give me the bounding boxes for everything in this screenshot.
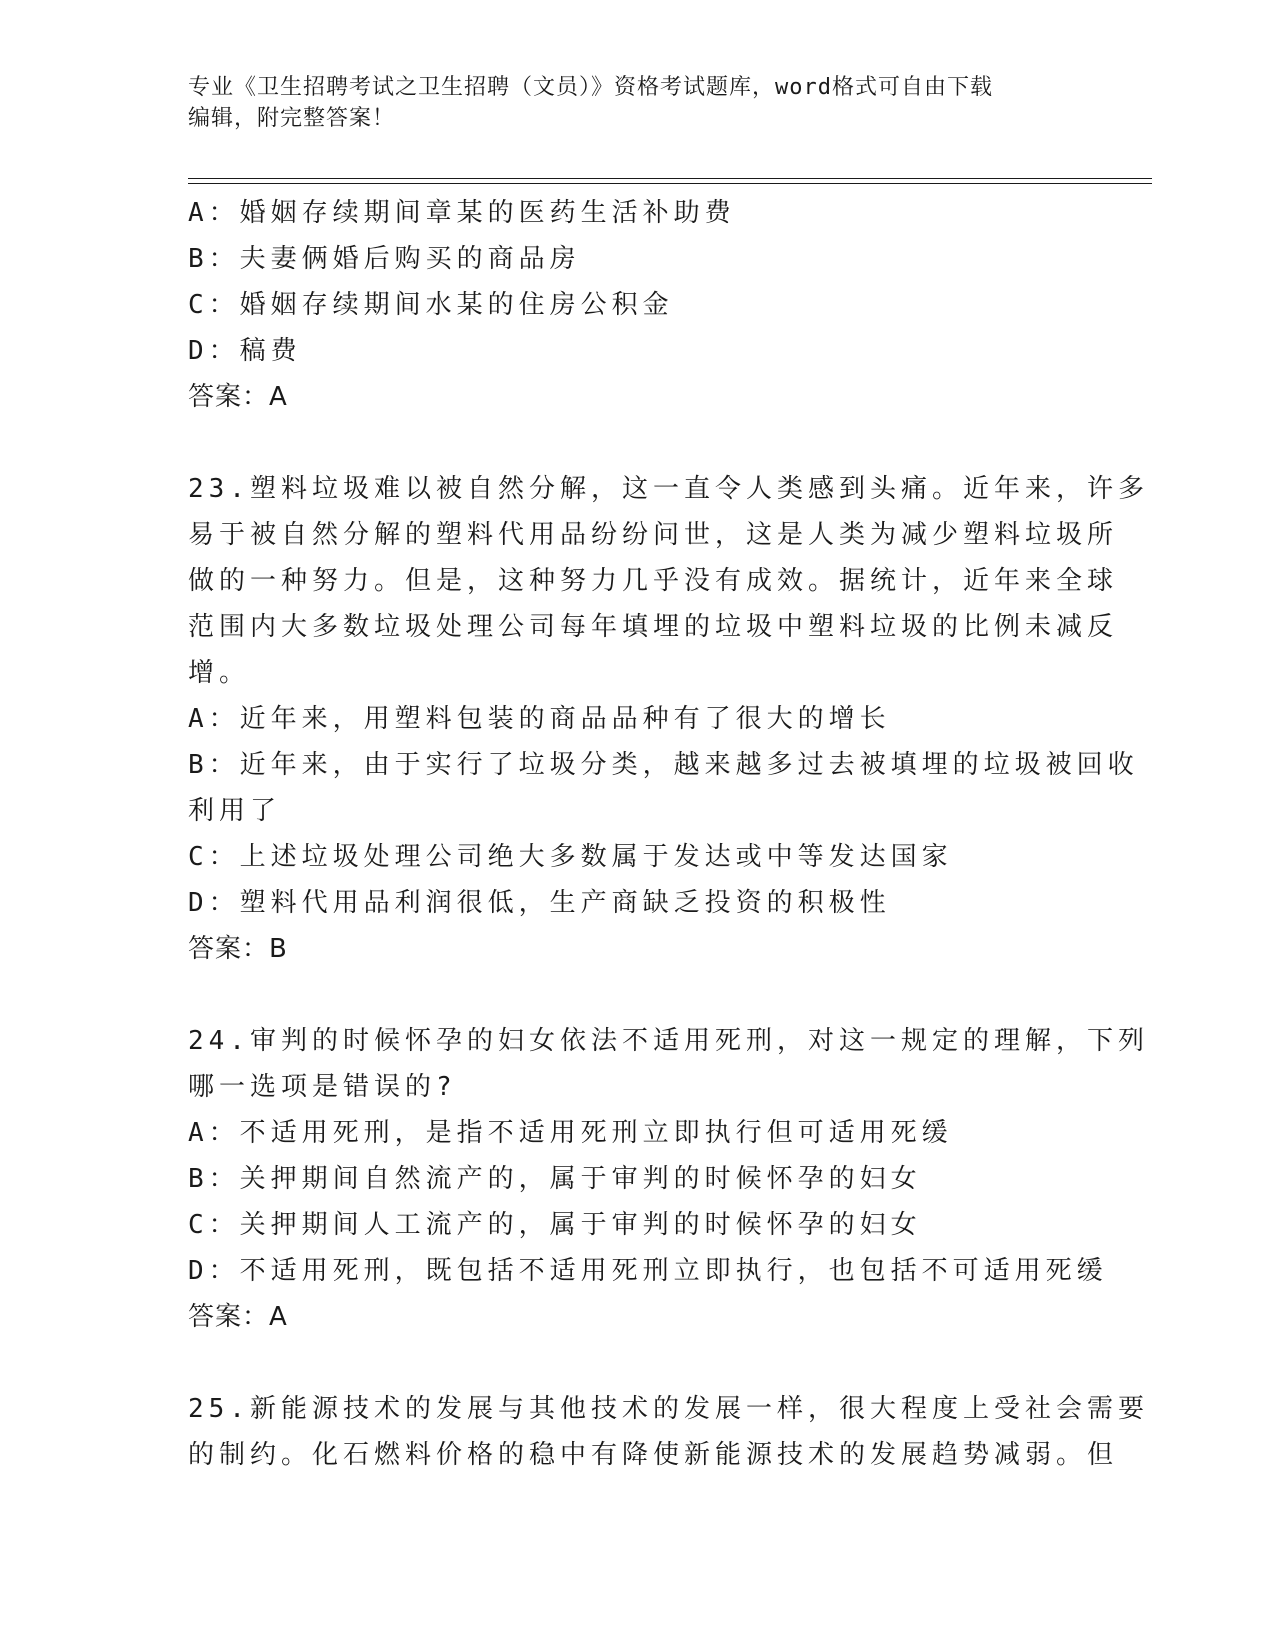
q23-stem-line-1: 23.塑料垃圾难以被自然分解，这一直令人类感到头痛。近年来，许多 xyxy=(188,474,1149,504)
q23-stem-line-4: 范围内大多数垃圾处理公司每年填埋的垃圾中塑料垃圾的比例未减反 xyxy=(188,612,1119,642)
spacer xyxy=(188,420,1088,466)
q23-option-b-cont: 利用了 xyxy=(188,796,282,826)
q23-stem-line-5: 增。 xyxy=(188,658,251,688)
q25-stem-line-2: 的制约。化石燃料价格的稳中有降使新能源技术的发展趋势减弱。但 xyxy=(188,1440,1119,1470)
q22-option-b: B：夫妻俩婚后购买的商品房 xyxy=(188,244,581,274)
question-content xyxy=(188,190,1149,1478)
spacer xyxy=(188,1340,1088,1386)
header-line-2: 编辑，附完整答案！ xyxy=(188,106,396,131)
q22-answer: 答案：A xyxy=(188,382,288,412)
header-rule-top xyxy=(188,178,1152,179)
q22-option-c: C：婚姻存续期间水某的住房公积金 xyxy=(188,290,674,320)
q22-option-a: A：婚姻存续期间章某的医药生活补助费 xyxy=(188,198,736,228)
q23-answer: 答案：B xyxy=(188,934,288,964)
q24-stem-line-2: 哪一选项是错误的? xyxy=(188,1072,457,1102)
q24-answer: 答案：A xyxy=(188,1302,288,1332)
question-23 xyxy=(188,466,1149,972)
q25-stem-line-1: 25.新能源技术的发展与其他技术的发展一样，很大程度上受社会需要 xyxy=(188,1394,1149,1424)
q24-stem-line-1: 24.审判的时候怀孕的妇女依法不适用死刑，对这一规定的理解，下列 xyxy=(188,1026,1149,1056)
header-line-1: 专业《卫生招聘考试之卫生招聘（文员）》资格考试题库，word格式可自由下载 xyxy=(188,75,993,100)
q24-option-b: B：关押期间自然流产的，属于审判的时候怀孕的妇女 xyxy=(188,1164,922,1194)
q23-stem-line-3: 做的一种努力。但是，这种努力几乎没有成效。据统计，近年来全球 xyxy=(188,566,1119,596)
document-header xyxy=(188,72,1088,134)
q22-option-d: D：稿费 xyxy=(188,336,302,366)
q23-option-b: B：近年来，由于实行了垃圾分类，越来越多过去被填埋的垃圾被回收 xyxy=(188,750,1139,780)
q24-option-c: C：关押期间人工流产的，属于审判的时候怀孕的妇女 xyxy=(188,1210,922,1240)
question-24 xyxy=(188,1018,1149,1340)
q23-option-a: A：近年来，用塑料包装的商品品种有了很大的增长 xyxy=(188,704,891,734)
q23-option-d: D：塑料代用品利润很低，生产商缺乏投资的积极性 xyxy=(188,888,891,918)
q23-stem-line-2: 易于被自然分解的塑料代用品纷纷问世，这是人类为减少塑料垃圾所 xyxy=(188,520,1119,550)
q23-option-c: C：上述垃圾处理公司绝大多数属于发达或中等发达国家 xyxy=(188,842,953,872)
question-25 xyxy=(188,1386,1149,1478)
header-rule-bottom xyxy=(188,183,1152,184)
spacer xyxy=(188,972,1088,1018)
q24-option-a: A：不适用死刑，是指不适用死刑立即执行但可适用死缓 xyxy=(188,1118,953,1148)
question-22 xyxy=(188,190,1088,420)
q24-option-d: D：不适用死刑，既包括不适用死刑立即执行，也包括不可适用死缓 xyxy=(188,1256,1108,1286)
